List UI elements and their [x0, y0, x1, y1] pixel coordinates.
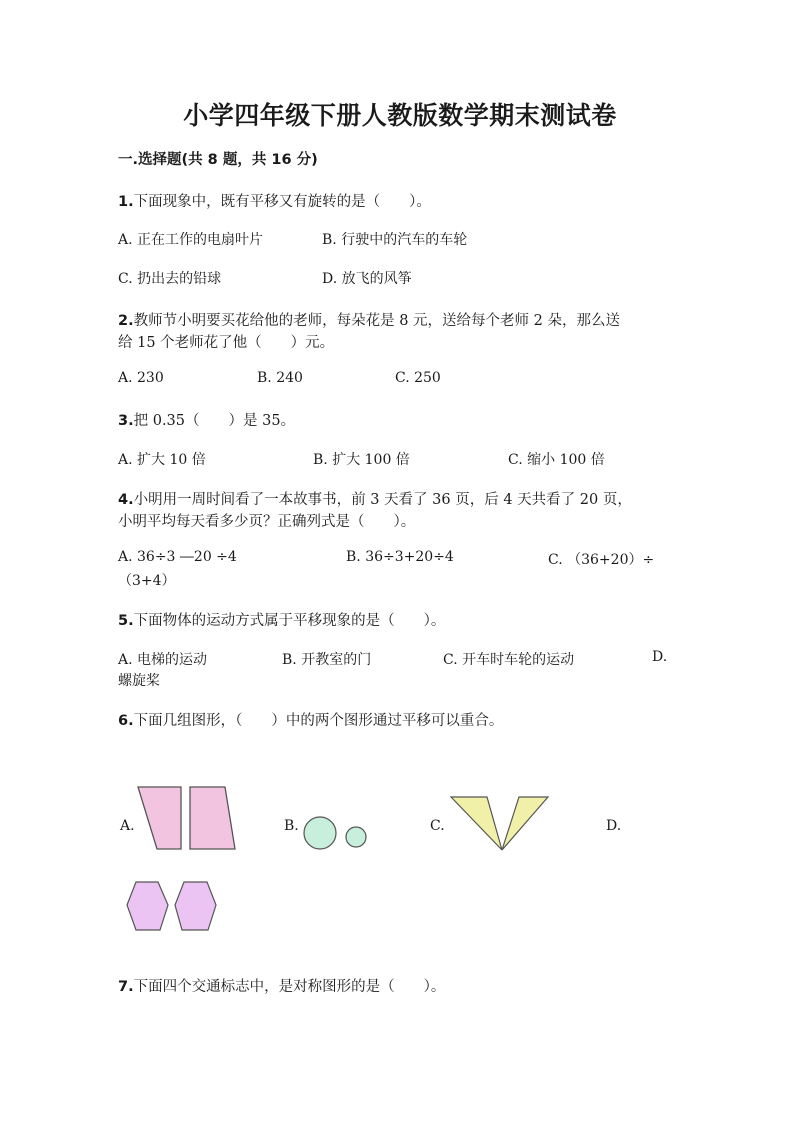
question-2-line-2: 给 15 个老师花了他（ ）元。 [118, 335, 335, 351]
triangle-left [451, 797, 502, 850]
circle-large [304, 817, 336, 849]
option-c: C. 扔出去的铅球 [118, 271, 222, 287]
question-7 [118, 975, 445, 996]
question-5 [118, 609, 445, 630]
option-b: B. 开教室的门 [282, 652, 372, 668]
option-d: D. 放飞的风筝 [322, 271, 412, 287]
question-text: 下面四个交通标志中，是对称图形的是（ ）。 [133, 979, 446, 995]
question-number: 6. [118, 713, 134, 729]
question-4 [118, 488, 632, 509]
question-text: 下面几组图形，（ ）中的两个图形通过平移可以重合。 [133, 713, 504, 729]
parallelogram-left [138, 787, 181, 849]
option-a: A. 扩大 10 倍 [118, 452, 206, 468]
option-d-continued: 螺旋桨 [118, 673, 160, 689]
section-heading: 一.选择题(共 8 题，共 16 分) [118, 152, 318, 168]
figure-c-triangles [447, 792, 553, 854]
question-1 [118, 190, 431, 211]
triangle-right [502, 797, 548, 850]
option-d: D. [652, 649, 668, 665]
figure-d-hexagons [124, 878, 222, 934]
hexagon-right [175, 882, 216, 930]
figure-b-circles [298, 810, 382, 860]
option-c: C. （36+20）÷ [548, 552, 655, 568]
page-title: 小学四年级下册人教版数学期末测试卷 [183, 101, 617, 130]
figure-a-parallelograms [135, 783, 241, 855]
option-a: A. 正在工作的电扇叶片 [118, 232, 264, 248]
option-a: A. 36÷3 ―20 ÷4 [118, 549, 237, 565]
question-number: 1. [118, 194, 134, 210]
question-2 [118, 309, 620, 330]
question-3 [118, 409, 295, 430]
question-6 [118, 709, 503, 730]
option-a: A. 电梯的运动 [118, 652, 208, 668]
question-text: 下面现象中，既有平移又有旋转的是（ ）。 [133, 194, 431, 210]
option-c: C. 缩小 100 倍 [508, 452, 605, 468]
question-text: 小明用一周时间看了一本故事书，前 3 天看了 36 页，后 4 天共看了 20 页， [133, 492, 632, 508]
option-c: C. 开车时车轮的运动 [443, 652, 575, 668]
option-b: B. 36÷3+20÷4 [346, 549, 454, 565]
question-number: 2. [118, 313, 134, 329]
figure-label-d: D. [606, 818, 622, 834]
option-b: B. 扩大 100 倍 [313, 452, 410, 468]
question-number: 5. [118, 613, 134, 629]
option-b: B. 240 [257, 370, 303, 386]
question-text: 下面物体的运动方式属于平移现象的是（ ）。 [133, 613, 446, 629]
option-b: B. 行驶中的汽车的车轮 [322, 232, 468, 248]
figure-label-c: C. [430, 818, 445, 834]
figure-label-a: A. [120, 818, 135, 834]
parallelogram-right [190, 787, 235, 849]
option-a: A. 230 [118, 370, 164, 386]
circle-small [346, 827, 366, 847]
figure-label-b: B. [284, 818, 299, 834]
option-c: C. 250 [395, 370, 441, 386]
question-number: 4. [118, 492, 134, 508]
question-text: 把 0.35（ ）是 35。 [133, 413, 296, 429]
question-number: 3. [118, 413, 134, 429]
question-text: 教师节小明要买花给他的老师，每朵花是 8 元，送给每个老师 2 朵，那么送 [133, 313, 620, 329]
option-c-continued: （3+4） [118, 573, 176, 589]
question-number: 7. [118, 979, 134, 995]
hexagon-left [127, 882, 168, 930]
question-4-line-2: 小明平均每天看多少页？正确列式是（ ）。 [118, 514, 416, 530]
